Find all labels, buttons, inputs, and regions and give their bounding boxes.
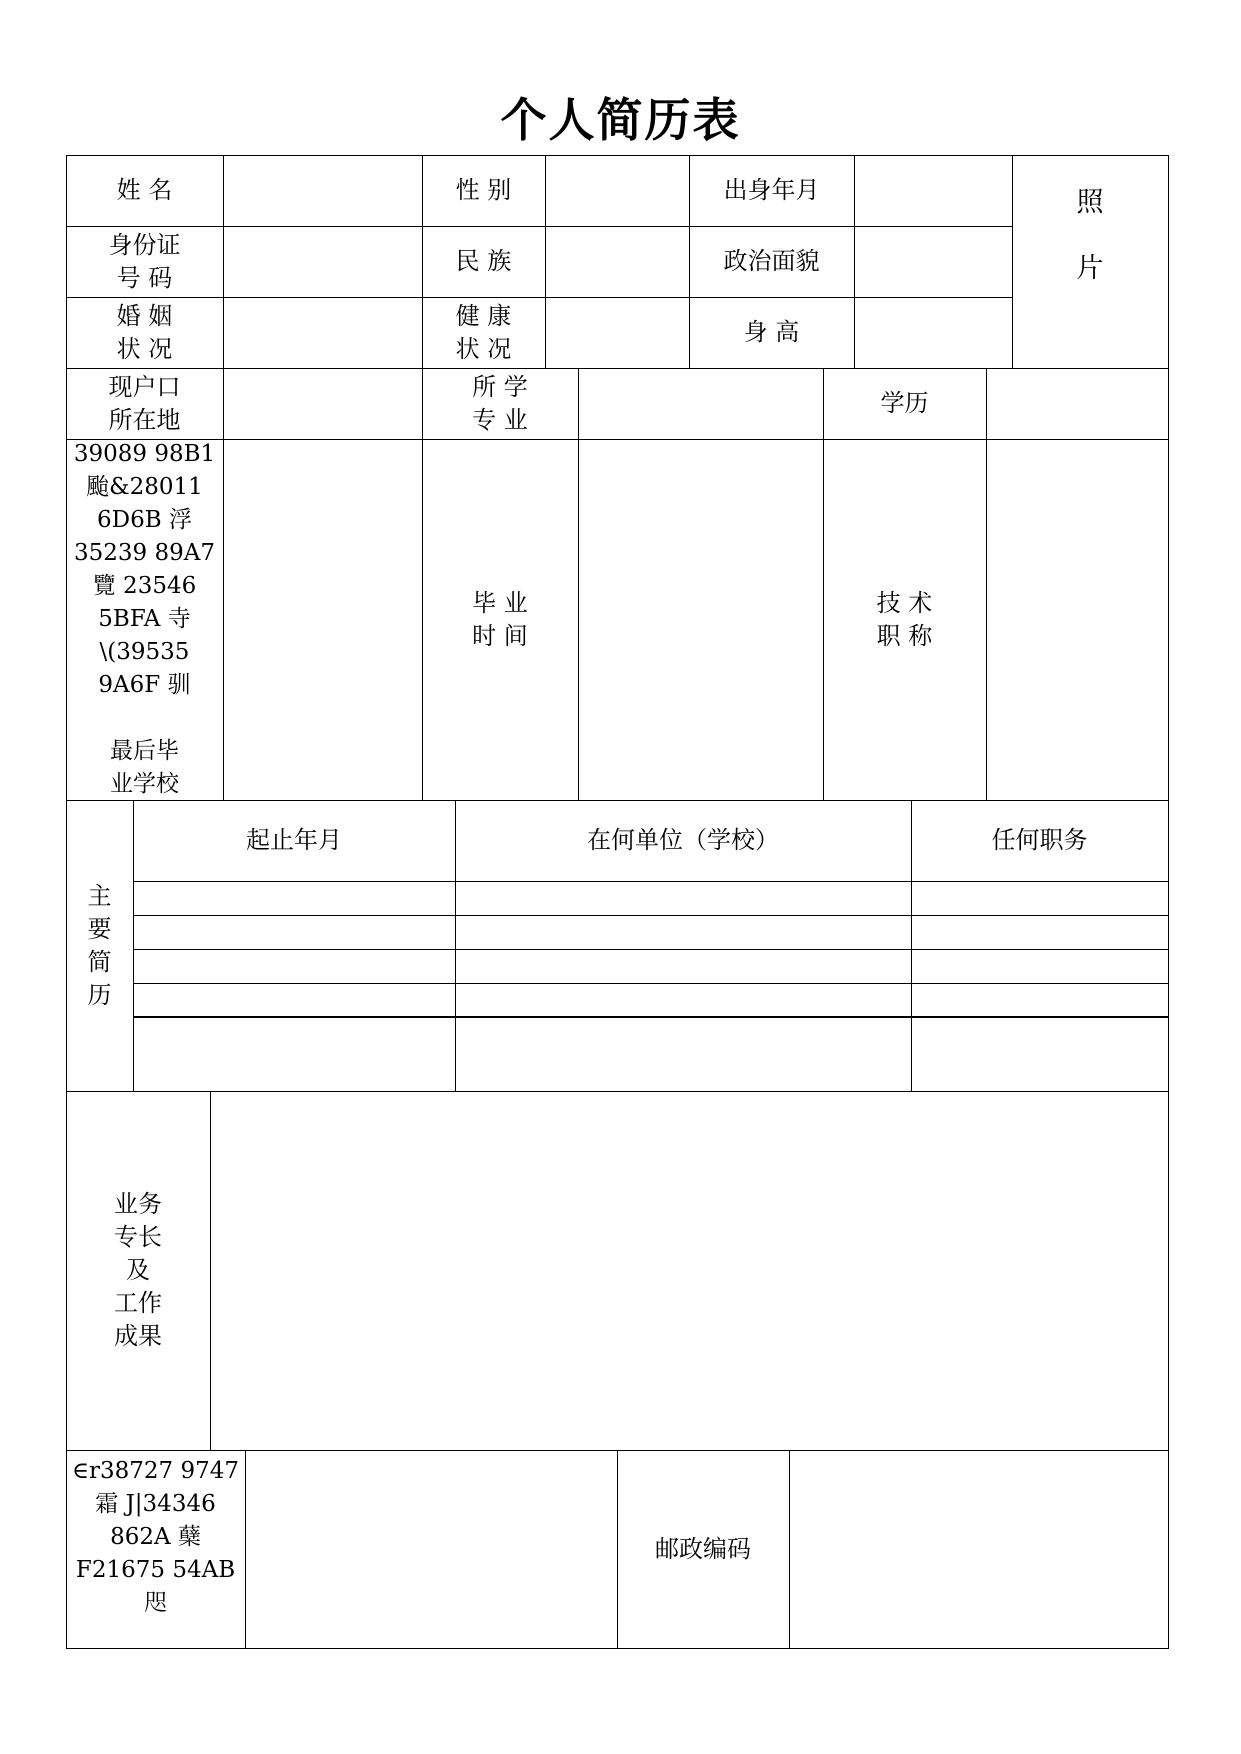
resume-section-label: 主 要 简 历	[87, 881, 112, 1009]
name-input[interactable]	[223, 155, 422, 226]
health-input[interactable]	[545, 297, 689, 368]
birth-input[interactable]	[854, 155, 1012, 226]
id-card-input[interactable]	[223, 226, 422, 297]
gender-label: 性 别	[455, 176, 512, 204]
table-row[interactable]	[133, 1018, 1168, 1091]
marital-label: 婚 姻 状 况	[116, 301, 173, 363]
title-rank-label: 技 术 职 称	[876, 588, 933, 650]
table-row[interactable]	[133, 881, 1168, 915]
hukou-label: 现户口 所在地	[108, 372, 181, 434]
id-card-label: 身份证 号 码	[108, 230, 181, 292]
graduation-time-label: 毕 业 时 间	[472, 588, 528, 650]
height-label: 身 高	[743, 318, 800, 346]
page-title: 个人简历表	[500, 93, 741, 147]
graduation-school-label: 39089 98B1 颱&28011 6D6B 浮 35239 89A7 覽 23546 5BFA 寺 \(39535 9A6F 驯 最后毕 业学校	[73, 441, 216, 797]
major-label: 所 学 专 业	[472, 372, 528, 434]
expertise-label: 业务 专长 及 工作 成果	[114, 1190, 162, 1350]
postcode-input[interactable]	[789, 1450, 1168, 1648]
address-label: ∈r38727 9747 霜 J|34346 862A 蘖 F21675 54AB 咫	[71, 1457, 240, 1616]
title-rank-input[interactable]	[986, 439, 1168, 800]
gender-input[interactable]	[545, 155, 689, 226]
graduation-school-input[interactable]	[223, 439, 422, 800]
hukou-input[interactable]	[223, 368, 422, 439]
address-input[interactable]	[245, 1450, 617, 1648]
marital-input[interactable]	[223, 297, 422, 368]
graduation-time-input[interactable]	[578, 439, 823, 800]
health-label: 健 康 状 况	[455, 301, 512, 363]
political-label: 政治面貌	[723, 247, 820, 275]
resume-position-header: 任何职务	[991, 826, 1088, 854]
education-label: 学历	[880, 389, 929, 417]
ethnicity-label: 民 族	[455, 247, 512, 275]
name-label: 姓 名	[116, 176, 173, 204]
major-input[interactable]	[578, 368, 823, 439]
ethnicity-input[interactable]	[545, 226, 689, 297]
political-input[interactable]	[854, 226, 1012, 297]
table-row[interactable]	[133, 915, 1168, 949]
education-input[interactable]	[986, 368, 1168, 439]
expertise-input[interactable]	[210, 1091, 1168, 1450]
resume-unit-header: 在何单位（学校）	[587, 826, 779, 854]
resume-period-header: 起止年月	[246, 826, 342, 854]
birth-label: 出身年月	[723, 176, 820, 204]
table-row[interactable]	[133, 949, 1168, 983]
table-row[interactable]	[133, 983, 1168, 1016]
postcode-label: 邮政编码	[655, 1534, 751, 1563]
photo-box[interactable]: 照 片	[1076, 186, 1104, 284]
height-input[interactable]	[854, 297, 1012, 368]
